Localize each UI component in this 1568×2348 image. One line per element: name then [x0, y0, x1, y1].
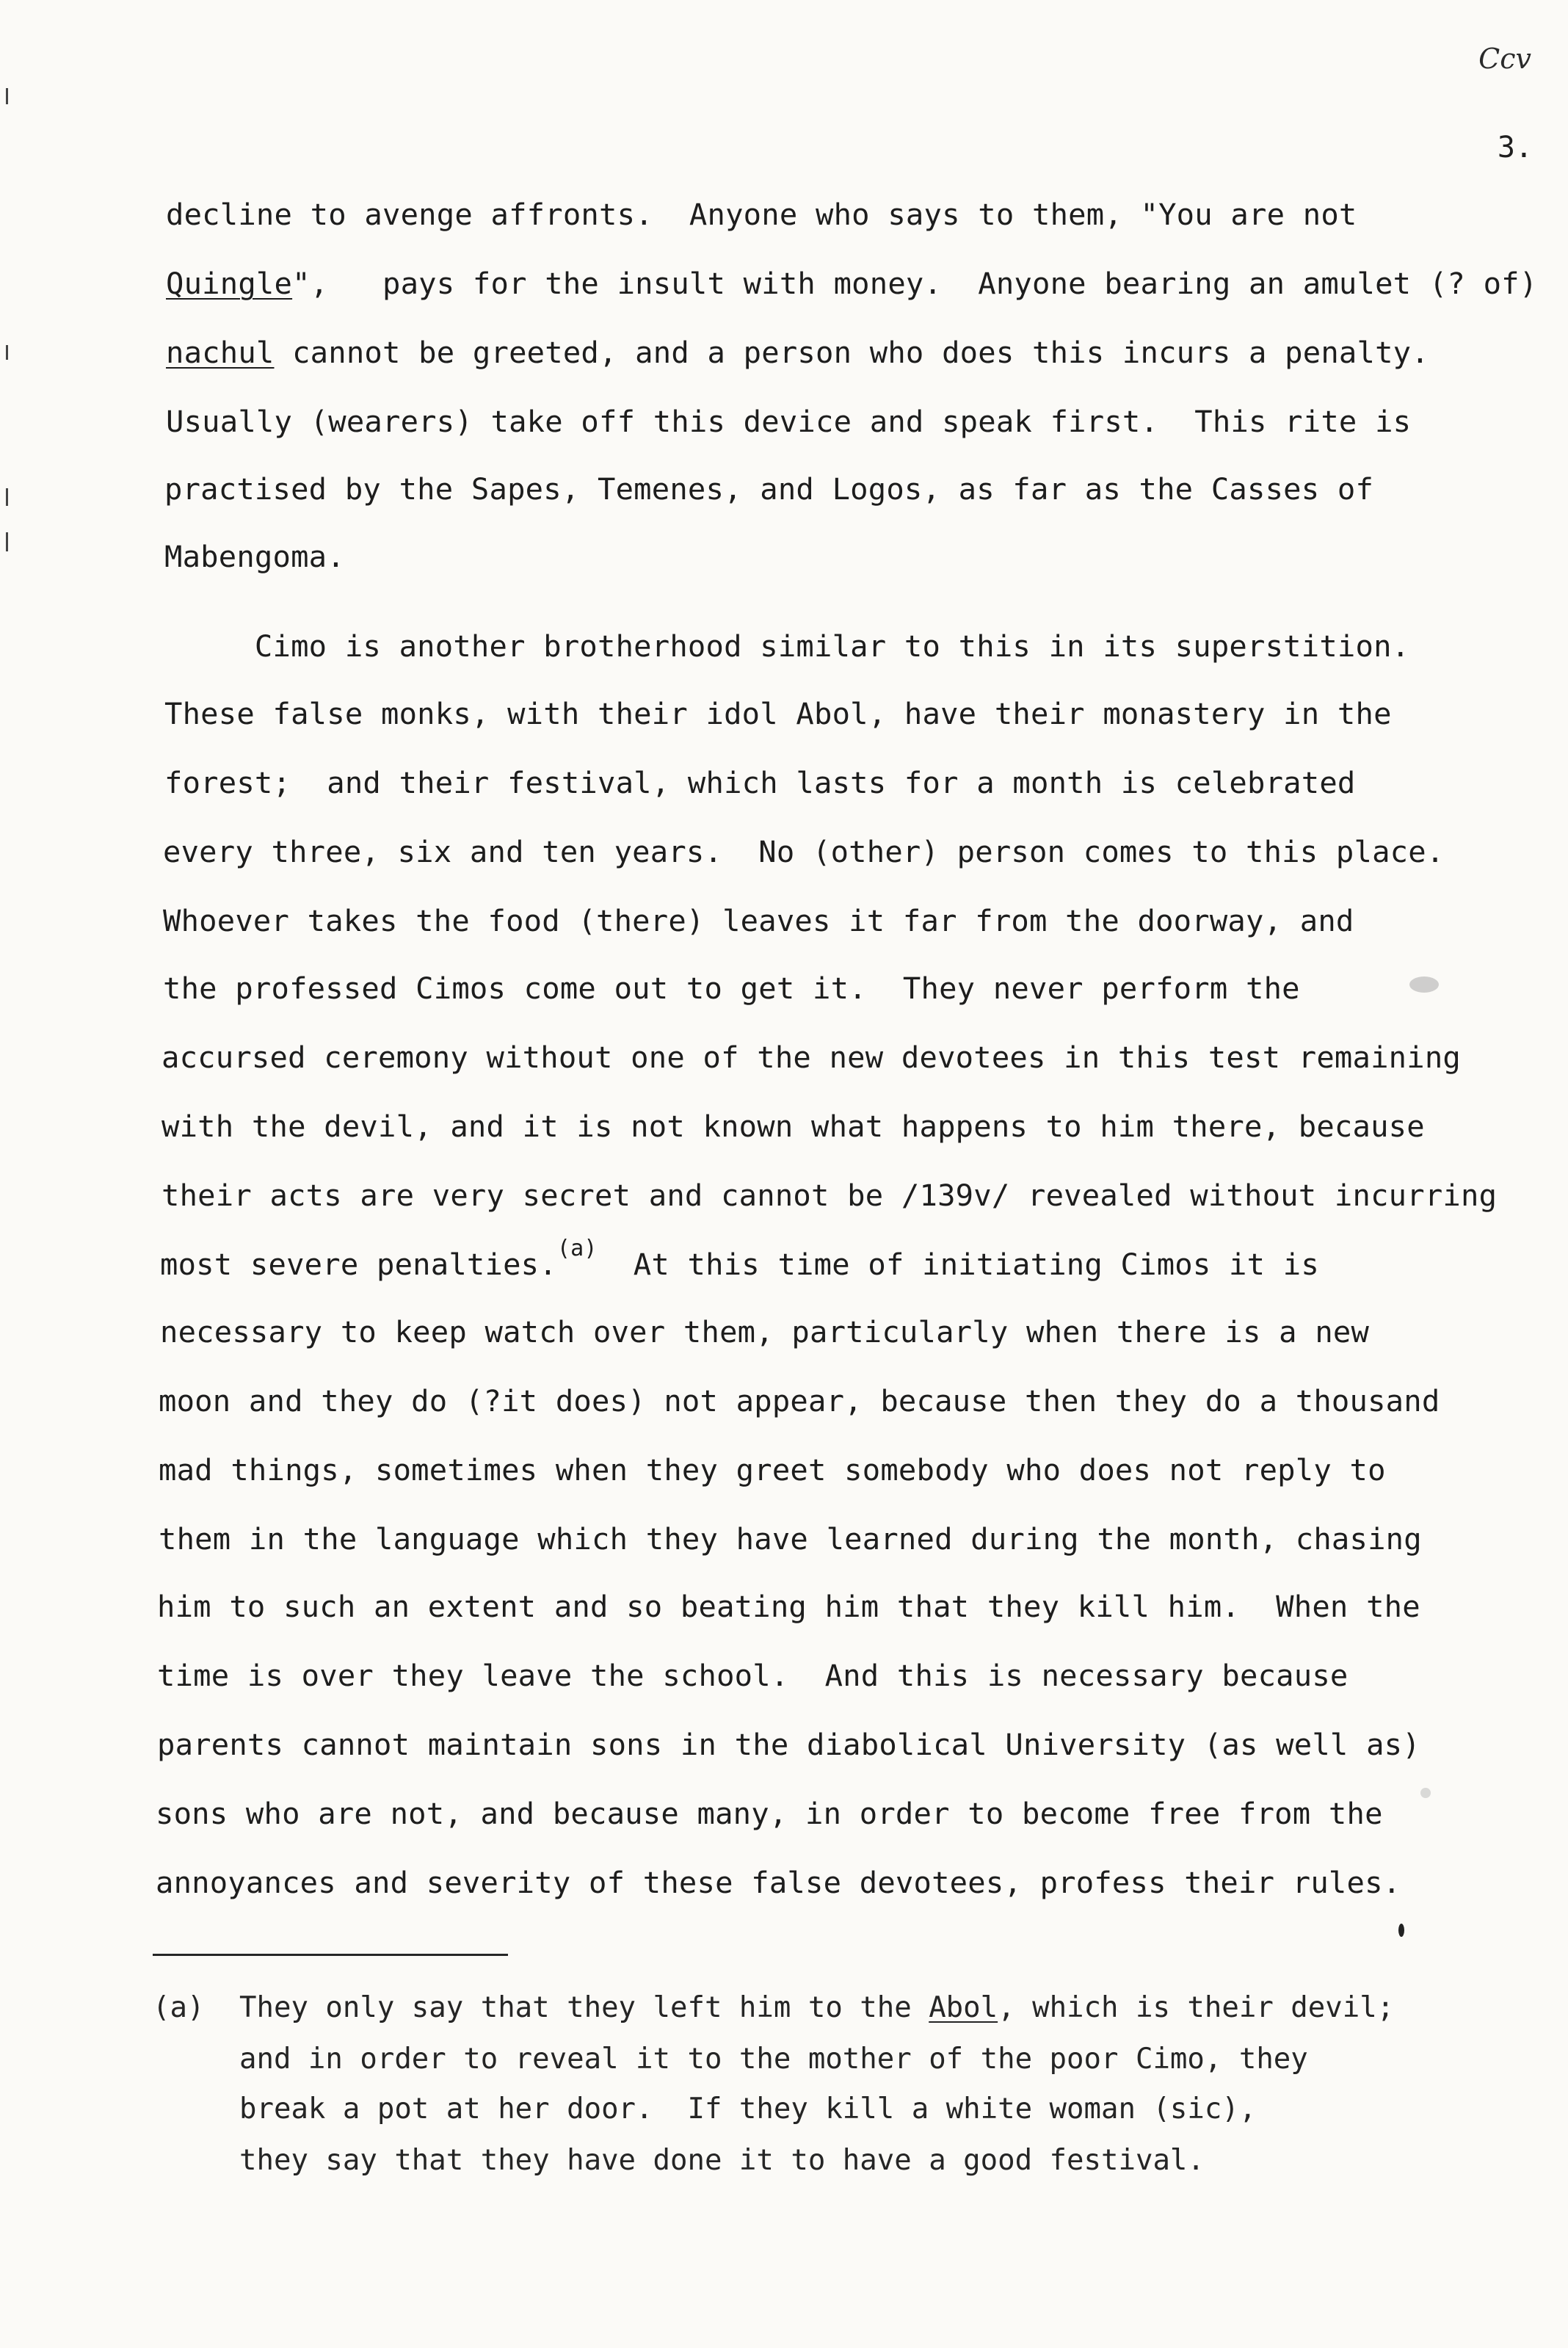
line-text: cannot be greeted, and a person who does this incurs a penalty. [274, 335, 1429, 370]
body-line [161, 1178, 1497, 1213]
line-text: moon and they do (?it does) not appear, because then they do a thousand [159, 1383, 1440, 1418]
body-line [160, 1314, 1369, 1349]
body-line [163, 971, 1300, 1006]
scan-margin-mark [6, 532, 8, 551]
line-text: most severe penalties. [160, 1247, 557, 1282]
footnote-line [239, 2092, 1256, 2126]
body-line [164, 539, 345, 574]
body-line [161, 1109, 1425, 1144]
line-text: At this time of initiating Cimos it is [597, 1247, 1319, 1282]
footnote-line [239, 2043, 1308, 2076]
body-line [164, 471, 1373, 507]
line-text: time is over they leave the school. And this is necessary because [157, 1658, 1349, 1693]
body-line [157, 1658, 1348, 1693]
line-text: Whoever takes the food (there) leaves it far from the doorway, and [163, 903, 1354, 938]
line-text: forest; and their festival, which lasts for a month is celebrated [164, 765, 1356, 800]
body-line [166, 266, 1537, 301]
body-line [164, 628, 1409, 664]
underlined-term: Abol [929, 1991, 998, 2024]
line-text: with the devil, and it is not known what happens to him there, because [161, 1109, 1425, 1144]
body-line [159, 1383, 1440, 1418]
line-text: They only say that they left him to the [239, 1991, 929, 2024]
line-text: Mabengoma. [164, 539, 345, 574]
scan-margin-mark [6, 345, 8, 360]
body-line [163, 903, 1354, 938]
line-text: annoyances and severity of these false devotees, profess their rules. [156, 1865, 1401, 1900]
scan-margin-mark [6, 88, 8, 104]
body-line [166, 197, 1357, 232]
body-line [166, 404, 1411, 439]
footnote-divider [153, 1954, 508, 1956]
line-text: him to such an extent and so beating him that they kill him. When the [157, 1589, 1420, 1624]
footnote-line [239, 2144, 1205, 2177]
body-line [156, 1865, 1401, 1900]
line-text: and in order to reveal it to the mother of the poor Cimo, they [239, 2043, 1308, 2076]
scan-margin-mark [6, 488, 8, 506]
body-line [161, 1040, 1461, 1075]
line-text: Usually (wearers) take off this device and speak first. This rite is [166, 404, 1412, 439]
footnote-marker: (a) [153, 1991, 205, 2024]
footnote-reference: (a) [556, 1236, 598, 1261]
body-line [163, 834, 1444, 869]
line-text: sons who are not, and because many, in order to become free from the [156, 1796, 1383, 1831]
line-text: the professed Cimos come out to get it. They never perform the [163, 971, 1300, 1006]
body-line [159, 1521, 1422, 1557]
body-line [157, 1589, 1420, 1624]
body-line [164, 696, 1392, 731]
line-text: practised by the Sapes, Temenes, and Logos, as far as the Casses of [164, 471, 1374, 507]
footnote-line [239, 1991, 1394, 2024]
body-line [166, 335, 1429, 370]
page-number: 3. [1497, 131, 1533, 164]
corner-annotation: Ccv [1478, 43, 1531, 75]
line-text: , which is their devil; [998, 1991, 1395, 2024]
line-text: These false monks, with their idol Abol, have their monastery in the [164, 696, 1392, 731]
underlined-term: nachul [166, 335, 275, 370]
line-text: they say that they have done it to have a good festival. [239, 2144, 1205, 2177]
line-text: ", pays for the insult with money. Anyone bearing an amulet (? of) [292, 266, 1538, 301]
line-text: every three, six and ten years. No (other) person comes to this place. [163, 834, 1445, 869]
line-text: mad things, sometimes when they greet somebody who does not reply to [159, 1452, 1386, 1488]
line-text: accursed ceremony without one of the new devotees in this test remaining [161, 1040, 1461, 1075]
line-text: their acts are very secret and cannot be /139v/ revealed without incurring [161, 1178, 1498, 1213]
body-line [164, 765, 1355, 800]
line-text: Cimo is another brotherhood similar to this in its superstition. [164, 628, 1410, 664]
line-text: decline to avenge affronts. Anyone who says to them, "You are not [166, 197, 1357, 232]
scan-speck [1409, 976, 1439, 993]
scan-speck [1398, 1924, 1404, 1937]
line-text: parents cannot maintain sons in the diabolical University (as well as) [157, 1727, 1420, 1762]
line-text: break a pot at her door. If they kill a white woman (sic), [239, 2092, 1257, 2126]
body-line [160, 1236, 1319, 1282]
body-line [157, 1727, 1420, 1762]
line-text: them in the language which they have learned during the month, chasing [159, 1521, 1422, 1557]
line-text: necessary to keep watch over them, particularly when there is a new [160, 1314, 1370, 1349]
body-line [156, 1796, 1383, 1831]
body-line [159, 1452, 1386, 1488]
underlined-term: Quingle [166, 266, 293, 301]
scan-speck [1420, 1788, 1431, 1798]
